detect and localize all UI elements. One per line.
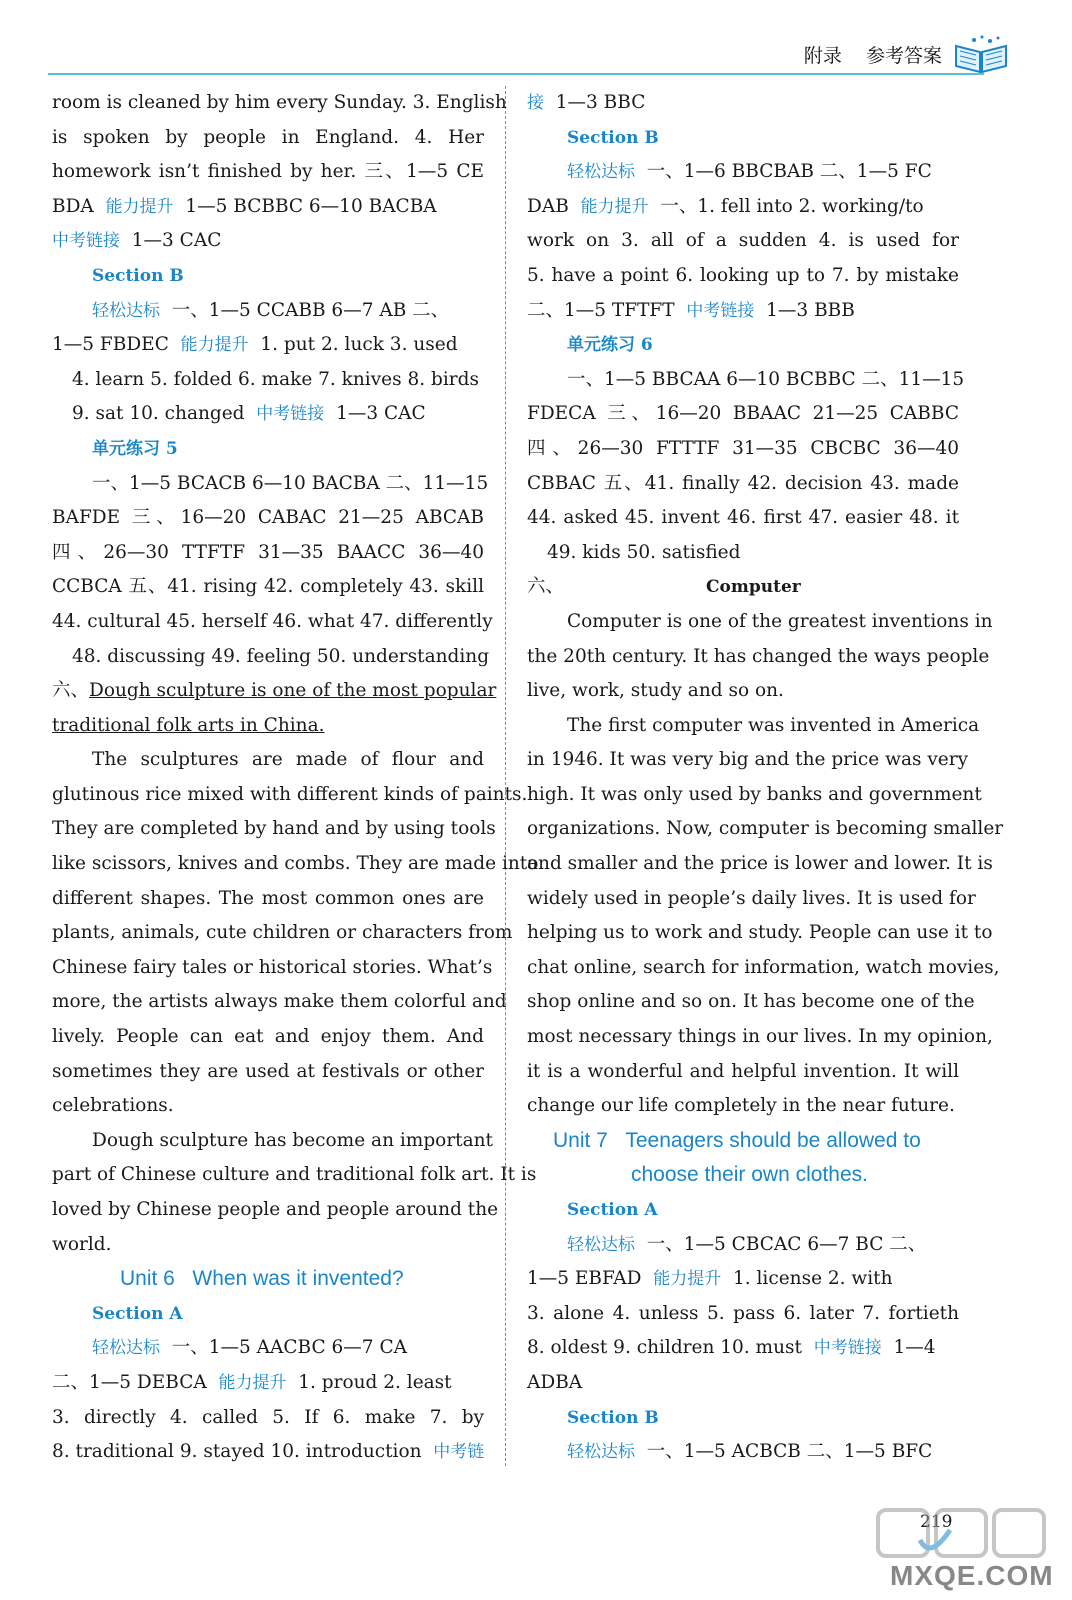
essay-line: chat online, search for information, watch movies, [527, 956, 1000, 978]
essay-line: Computer is one of the greatest inventions in [567, 610, 993, 632]
answer-line: BDA 能力提升 1—5 BCBBC 6—10 BACBA [52, 195, 437, 217]
answer-line: 1—5 EBFAD 能力提升 1. license 2. with [527, 1268, 893, 1290]
essay-line: helping us to work and study. People can use it to [527, 922, 993, 944]
answer-line: 4. learn 5. folded 6. make 7. knives 8. birds [72, 368, 479, 390]
answer-line: 1—5 FBDEC 能力提升 1. put 2. luck 3. used [52, 334, 458, 356]
header-answers: 参考答案 [865, 44, 942, 67]
unit-exercise-heading: 单元练习 6 [567, 335, 653, 356]
essay-line: change our life completely in the near future. [527, 1095, 955, 1117]
page-number: 219 [920, 1512, 953, 1532]
watermark-text: MXQE.COM [890, 1560, 1054, 1591]
unit-7-heading: Unit 7 Teenagers should be allowed to [553, 1128, 921, 1152]
basic-tag: 轻松达标 [92, 1338, 160, 1359]
answer-line: 3. alone 4. unless 5. pass 6. later 7. fortieth [527, 1302, 959, 1324]
exam-link-tag: 中考链接 [52, 231, 120, 252]
answer-line: 中考链接 1—3 CAC [52, 230, 222, 252]
essay-line: world. [52, 1233, 112, 1255]
answer-line: 49. kids 50. satisfied [547, 541, 741, 563]
essay-line: They are completed by hand and by using tools [52, 818, 496, 840]
answer-line: 四、26—30 TTFTF 31—35 BAACC 36—40 [52, 541, 484, 563]
basic-tag: 轻松达标 [567, 162, 635, 183]
basic-tag: 轻松达标 [567, 1234, 635, 1255]
answer-line: 44. asked 45. invent 46. first 47. easier 48. it [527, 507, 959, 529]
answer-line: 轻松达标 一、1—5 AACBC 6—7 CA [92, 1337, 407, 1359]
answer-line: 轻松达标 一、1—5 ACBCB 二、1—5 BFC [567, 1441, 933, 1463]
answer-line: 3. directly 4. called 5. If 6. make 7. by [52, 1406, 484, 1428]
text-line: room is cleaned by him every Sunday. 3. English [52, 92, 507, 113]
essay-line: it is a wonderful and helpful invention. It will [527, 1060, 959, 1082]
unit-exercise-heading: 单元练习 5 [92, 438, 178, 459]
essay-title-line: 六、Dough sculpture is one of the most popular [52, 680, 497, 702]
essay-line: glutinous rice mixed with different kinds of paints. [52, 783, 528, 805]
header-rule [48, 73, 984, 75]
answer-line: 二、1—5 DEBCA 能力提升 1. proud 2. least [52, 1371, 452, 1393]
exam-link-tag: 中考链接 [813, 1338, 882, 1359]
unit-6-heading: Unit 6 When was it invented? [120, 1267, 404, 1291]
essay-line: Dough sculpture has become an important [92, 1129, 493, 1151]
section-b-heading: Section B [567, 127, 659, 148]
ability-tag: 能力提升 [218, 1372, 287, 1393]
answer-line: 轻松达标 一、1—5 CCABB 6—7 AB 二、 [92, 299, 450, 321]
answer-line: BAFDE 三、16—20 CABAC 21—25 ABCAB [52, 507, 484, 529]
ability-tag: 能力提升 [105, 196, 174, 217]
answer-line: FDECA 三、16—20 BBAAC 21—25 CABBC [527, 403, 959, 425]
essay-line: lively. People can eat and enjoy them. And [52, 1026, 484, 1048]
essay-line: high. It was only used by banks and government [527, 783, 982, 805]
left-column [52, 86, 539, 1470]
essay-line: loved by Chinese people and people around the [52, 1199, 499, 1220]
answer-line: 接 1—3 BBC [527, 92, 646, 113]
answer-line: 48. discussing 49. feeling 50. understanding [72, 645, 490, 667]
essay-line: and smaller and the price is lower and lower. It is [527, 853, 993, 875]
essay-line: celebrations. [52, 1095, 174, 1117]
open-book-icon [952, 34, 1010, 74]
basic-tag: 轻松达标 [567, 1442, 635, 1463]
essay-line: part of Chinese culture and traditional folk art. It is [52, 1164, 537, 1186]
answer-line: 8. oldest 9. children 10. must 中考链接 1—4 [527, 1337, 936, 1359]
exam-link-tag: 中考链接 [256, 404, 325, 425]
header-appendix: 附录 [803, 44, 842, 67]
essay-line: widely used in people’s daily lives. It is used for [527, 887, 976, 909]
answer-line: 8. traditional 9. stayed 10. introduction 中考链 [52, 1441, 485, 1463]
answer-line: ADBA [527, 1371, 583, 1393]
exam-link-tag: 接 [527, 93, 544, 113]
essay-line: different shapes. The most common ones are [52, 887, 484, 909]
essay-line: plants, animals, cute children or characters from [52, 922, 513, 944]
essay-title: Computer [706, 577, 801, 598]
answer-line: 轻松达标 一、1—6 BBCBAB 二、1—5 FC [567, 161, 932, 183]
essay-line: organizations. Now, computer is becoming smaller [527, 818, 1004, 840]
essay-line: The sculptures are made of flour and [92, 749, 484, 771]
unit-7-heading-cont: choose their own clothes. [631, 1163, 868, 1187]
essay-line: The first computer was invented in America [567, 714, 980, 736]
answer-line: work on 3. all of a sudden 4. is used for [527, 230, 959, 252]
answer-line: 一、1—5 BBCAA 6—10 BCBBC 二、11—15 [567, 368, 965, 390]
essay-line: shop online and so on. It has become one of the [527, 991, 975, 1013]
answer-line: 一、1—5 BCACB 6—10 BACBA 二、11—15 [92, 472, 489, 494]
column-divider [505, 86, 506, 1466]
answer-line: 5. have a point 6. looking up to 7. by mistake [527, 264, 959, 286]
page-header [786, 32, 1010, 76]
basic-tag: 轻松达标 [92, 300, 160, 321]
essay-line: Chinese fairy tales or historical stories. What’s [52, 956, 493, 978]
ability-tag: 能力提升 [653, 1269, 722, 1290]
essay-line: live, work, study and so on. [527, 680, 784, 702]
essay-title-line: traditional folk arts in China. [52, 714, 325, 736]
answer-line: 9. sat 10. changed 中考链接 1—3 CAC [72, 403, 426, 425]
answer-line: CBBAC 五、41. finally 42. decision 43. made [527, 472, 959, 494]
text-line: is spoken by people in England. 4. Her [52, 126, 484, 148]
section-a-heading: Section A [567, 1200, 658, 1220]
answer-line: 44. cultural 45. herself 46. what 47. differently [52, 610, 493, 632]
essay-line: the 20th century. It has changed the ways people [527, 645, 990, 667]
answer-line: CCBCA 五、41. rising 42. completely 43. skill [52, 576, 484, 598]
answer-line: 四、26—30 FTTTF 31—35 CBCBC 36—40 [527, 437, 959, 459]
essay-line: more, the artists always make them colorful and [52, 991, 507, 1013]
section-b-heading: Section B [92, 265, 184, 286]
essay-title-line: 六、 Computer [527, 576, 801, 598]
essay-line: most necessary things in our lives. In my opinion, [527, 1026, 993, 1048]
answer-line: 二、1—5 TFTFT 中考链接 1—3 BBB [527, 299, 855, 321]
answer-line: 轻松达标 一、1—5 CBCAC 6—7 BC 二、 [567, 1233, 927, 1255]
section-a-heading: Section A [92, 1303, 183, 1324]
text-line: homework isn’t finished by her. 三、1—5 CE [52, 161, 484, 183]
exam-link-tag: 中考链 [433, 1442, 485, 1463]
ability-tag: 能力提升 [580, 196, 649, 217]
essay-line: like scissors, knives and combs. They are made into [52, 853, 539, 875]
essay-line: in 1946. It was very big and the price was very [527, 749, 969, 771]
section-b-heading: Section B [567, 1407, 659, 1428]
answer-line: DAB 能力提升 一、1. fell into 2. working/to [527, 195, 924, 217]
ability-tag: 能力提升 [180, 335, 249, 356]
right-column [527, 86, 1004, 1470]
essay-line: sometimes they are used at festivals or other [52, 1060, 484, 1082]
exam-link-tag: 中考链接 [686, 300, 755, 321]
